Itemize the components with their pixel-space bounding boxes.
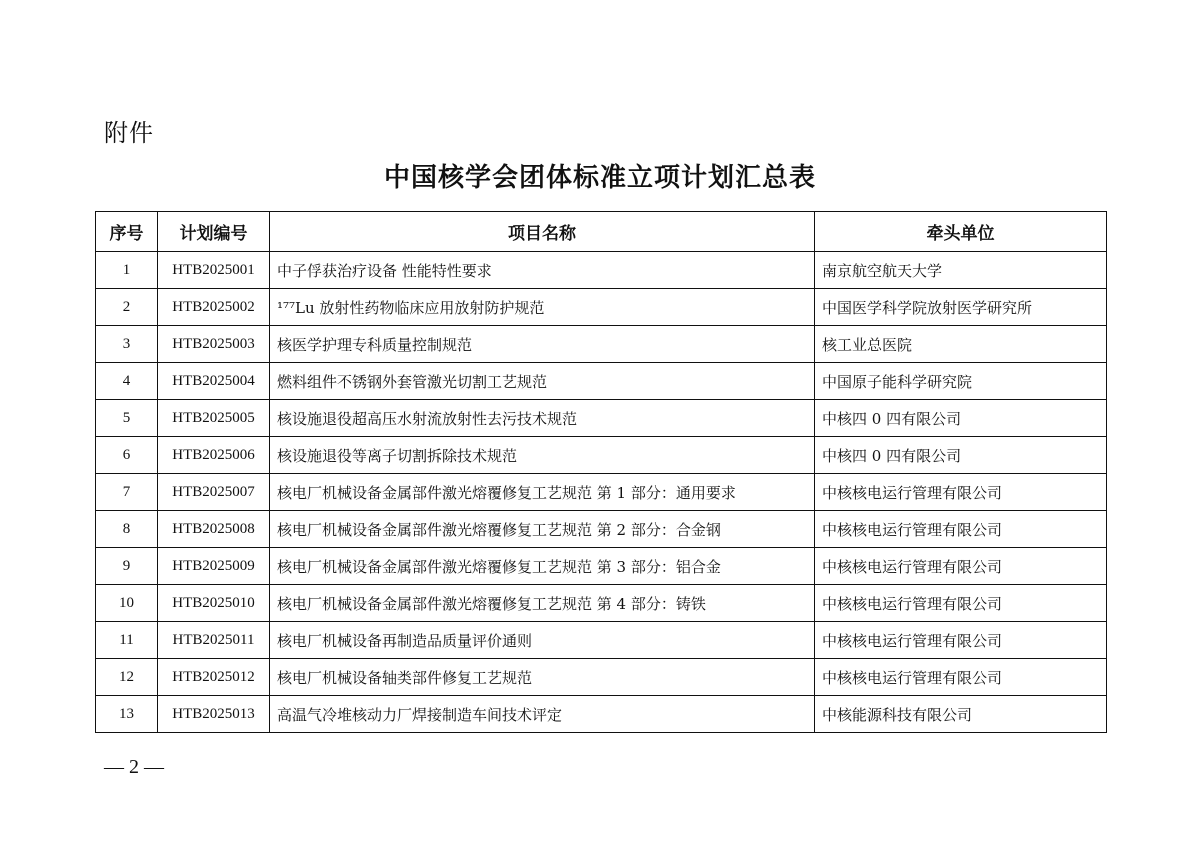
table-row	[96, 363, 1107, 400]
row-seq: 3	[96, 326, 158, 363]
header-project-name: 项目名称	[270, 212, 815, 252]
row-lead-unit: 中核核电运行管理有限公司	[815, 511, 1107, 548]
row-plan-code: HTB2025010	[158, 585, 270, 622]
table-row	[96, 585, 1107, 622]
row-project-name: 核设施退役超高压水射流放射性去污技术规范	[270, 400, 815, 437]
table-row	[96, 326, 1107, 363]
table-body	[96, 252, 1107, 733]
row-project-name: 高温气冷堆核动力厂焊接制造车间技术评定	[270, 696, 815, 733]
attachment-label: 附件	[104, 119, 154, 147]
row-project-name: 核医学护理专科质量控制规范	[270, 326, 815, 363]
table-row	[96, 437, 1107, 474]
header-row	[96, 212, 1107, 252]
row-seq: 7	[96, 474, 158, 511]
row-plan-code: HTB2025013	[158, 696, 270, 733]
table-row	[96, 511, 1107, 548]
row-lead-unit: 南京航空航天大学	[815, 252, 1107, 289]
table-row	[96, 622, 1107, 659]
row-plan-code: HTB2025007	[158, 474, 270, 511]
row-lead-unit: 中核能源科技有限公司	[815, 696, 1107, 733]
table-row	[96, 400, 1107, 437]
row-project-name: 核电厂机械设备金属部件激光熔覆修复工艺规范 第 1 部分：通用要求	[270, 474, 815, 511]
row-seq: 13	[96, 696, 158, 733]
header-lead-unit: 牵头单位	[815, 212, 1107, 252]
row-plan-code: HTB2025006	[158, 437, 270, 474]
row-seq: 4	[96, 363, 158, 400]
row-plan-code: HTB2025002	[158, 289, 270, 326]
row-lead-unit: 中核核电运行管理有限公司	[815, 585, 1107, 622]
row-project-name: 中子俘获治疗设备 性能特性要求	[270, 252, 815, 289]
row-plan-code: HTB2025011	[158, 622, 270, 659]
row-seq: 1	[96, 252, 158, 289]
header-plan-code: 计划编号	[158, 212, 270, 252]
row-lead-unit: 中核核电运行管理有限公司	[815, 474, 1107, 511]
row-lead-unit: 中国原子能科学研究院	[815, 363, 1107, 400]
row-plan-code: HTB2025012	[158, 659, 270, 696]
row-project-name: ¹⁷⁷Lu 放射性药物临床应用放射防护规范	[270, 289, 815, 326]
row-plan-code: HTB2025005	[158, 400, 270, 437]
table-row	[96, 696, 1107, 733]
table-row	[96, 252, 1107, 289]
header-seq: 序号	[96, 212, 158, 252]
row-project-name: 核电厂机械设备金属部件激光熔覆修复工艺规范 第 4 部分：铸铁	[270, 585, 815, 622]
row-plan-code: HTB2025001	[158, 252, 270, 289]
row-seq: 10	[96, 585, 158, 622]
row-project-name: 燃料组件不锈钢外套管激光切割工艺规范	[270, 363, 815, 400]
table-row	[96, 474, 1107, 511]
table-row	[96, 548, 1107, 585]
row-project-name: 核设施退役等离子切割拆除技术规范	[270, 437, 815, 474]
row-seq: 6	[96, 437, 158, 474]
row-seq: 2	[96, 289, 158, 326]
row-lead-unit: 中核四 0 四有限公司	[815, 437, 1107, 474]
row-lead-unit: 中国医学科学院放射医学研究所	[815, 289, 1107, 326]
table-row	[96, 659, 1107, 696]
table-header	[96, 212, 1107, 252]
row-project-name: 核电厂机械设备再制造品质量评价通则	[270, 622, 815, 659]
page-number: — 2 —	[104, 756, 164, 778]
row-plan-code: HTB2025003	[158, 326, 270, 363]
row-plan-code: HTB2025009	[158, 548, 270, 585]
row-lead-unit: 中核核电运行管理有限公司	[815, 659, 1107, 696]
row-seq: 11	[96, 622, 158, 659]
row-seq: 8	[96, 511, 158, 548]
row-plan-code: HTB2025008	[158, 511, 270, 548]
row-seq: 9	[96, 548, 158, 585]
row-project-name: 核电厂机械设备金属部件激光熔覆修复工艺规范 第 3 部分：铝合金	[270, 548, 815, 585]
row-project-name: 核电厂机械设备金属部件激光熔覆修复工艺规范 第 2 部分：合金钢	[270, 511, 815, 548]
row-seq: 5	[96, 400, 158, 437]
row-seq: 12	[96, 659, 158, 696]
row-lead-unit: 中核核电运行管理有限公司	[815, 548, 1107, 585]
standards-plan-table	[95, 211, 1107, 733]
row-plan-code: HTB2025004	[158, 363, 270, 400]
page-title: 中国核学会团体标准立项计划汇总表	[383, 163, 816, 193]
row-lead-unit: 核工业总医院	[815, 326, 1107, 363]
row-project-name: 核电厂机械设备轴类部件修复工艺规范	[270, 659, 815, 696]
row-lead-unit: 中核核电运行管理有限公司	[815, 622, 1107, 659]
table-row	[96, 289, 1107, 326]
row-lead-unit: 中核四 0 四有限公司	[815, 400, 1107, 437]
